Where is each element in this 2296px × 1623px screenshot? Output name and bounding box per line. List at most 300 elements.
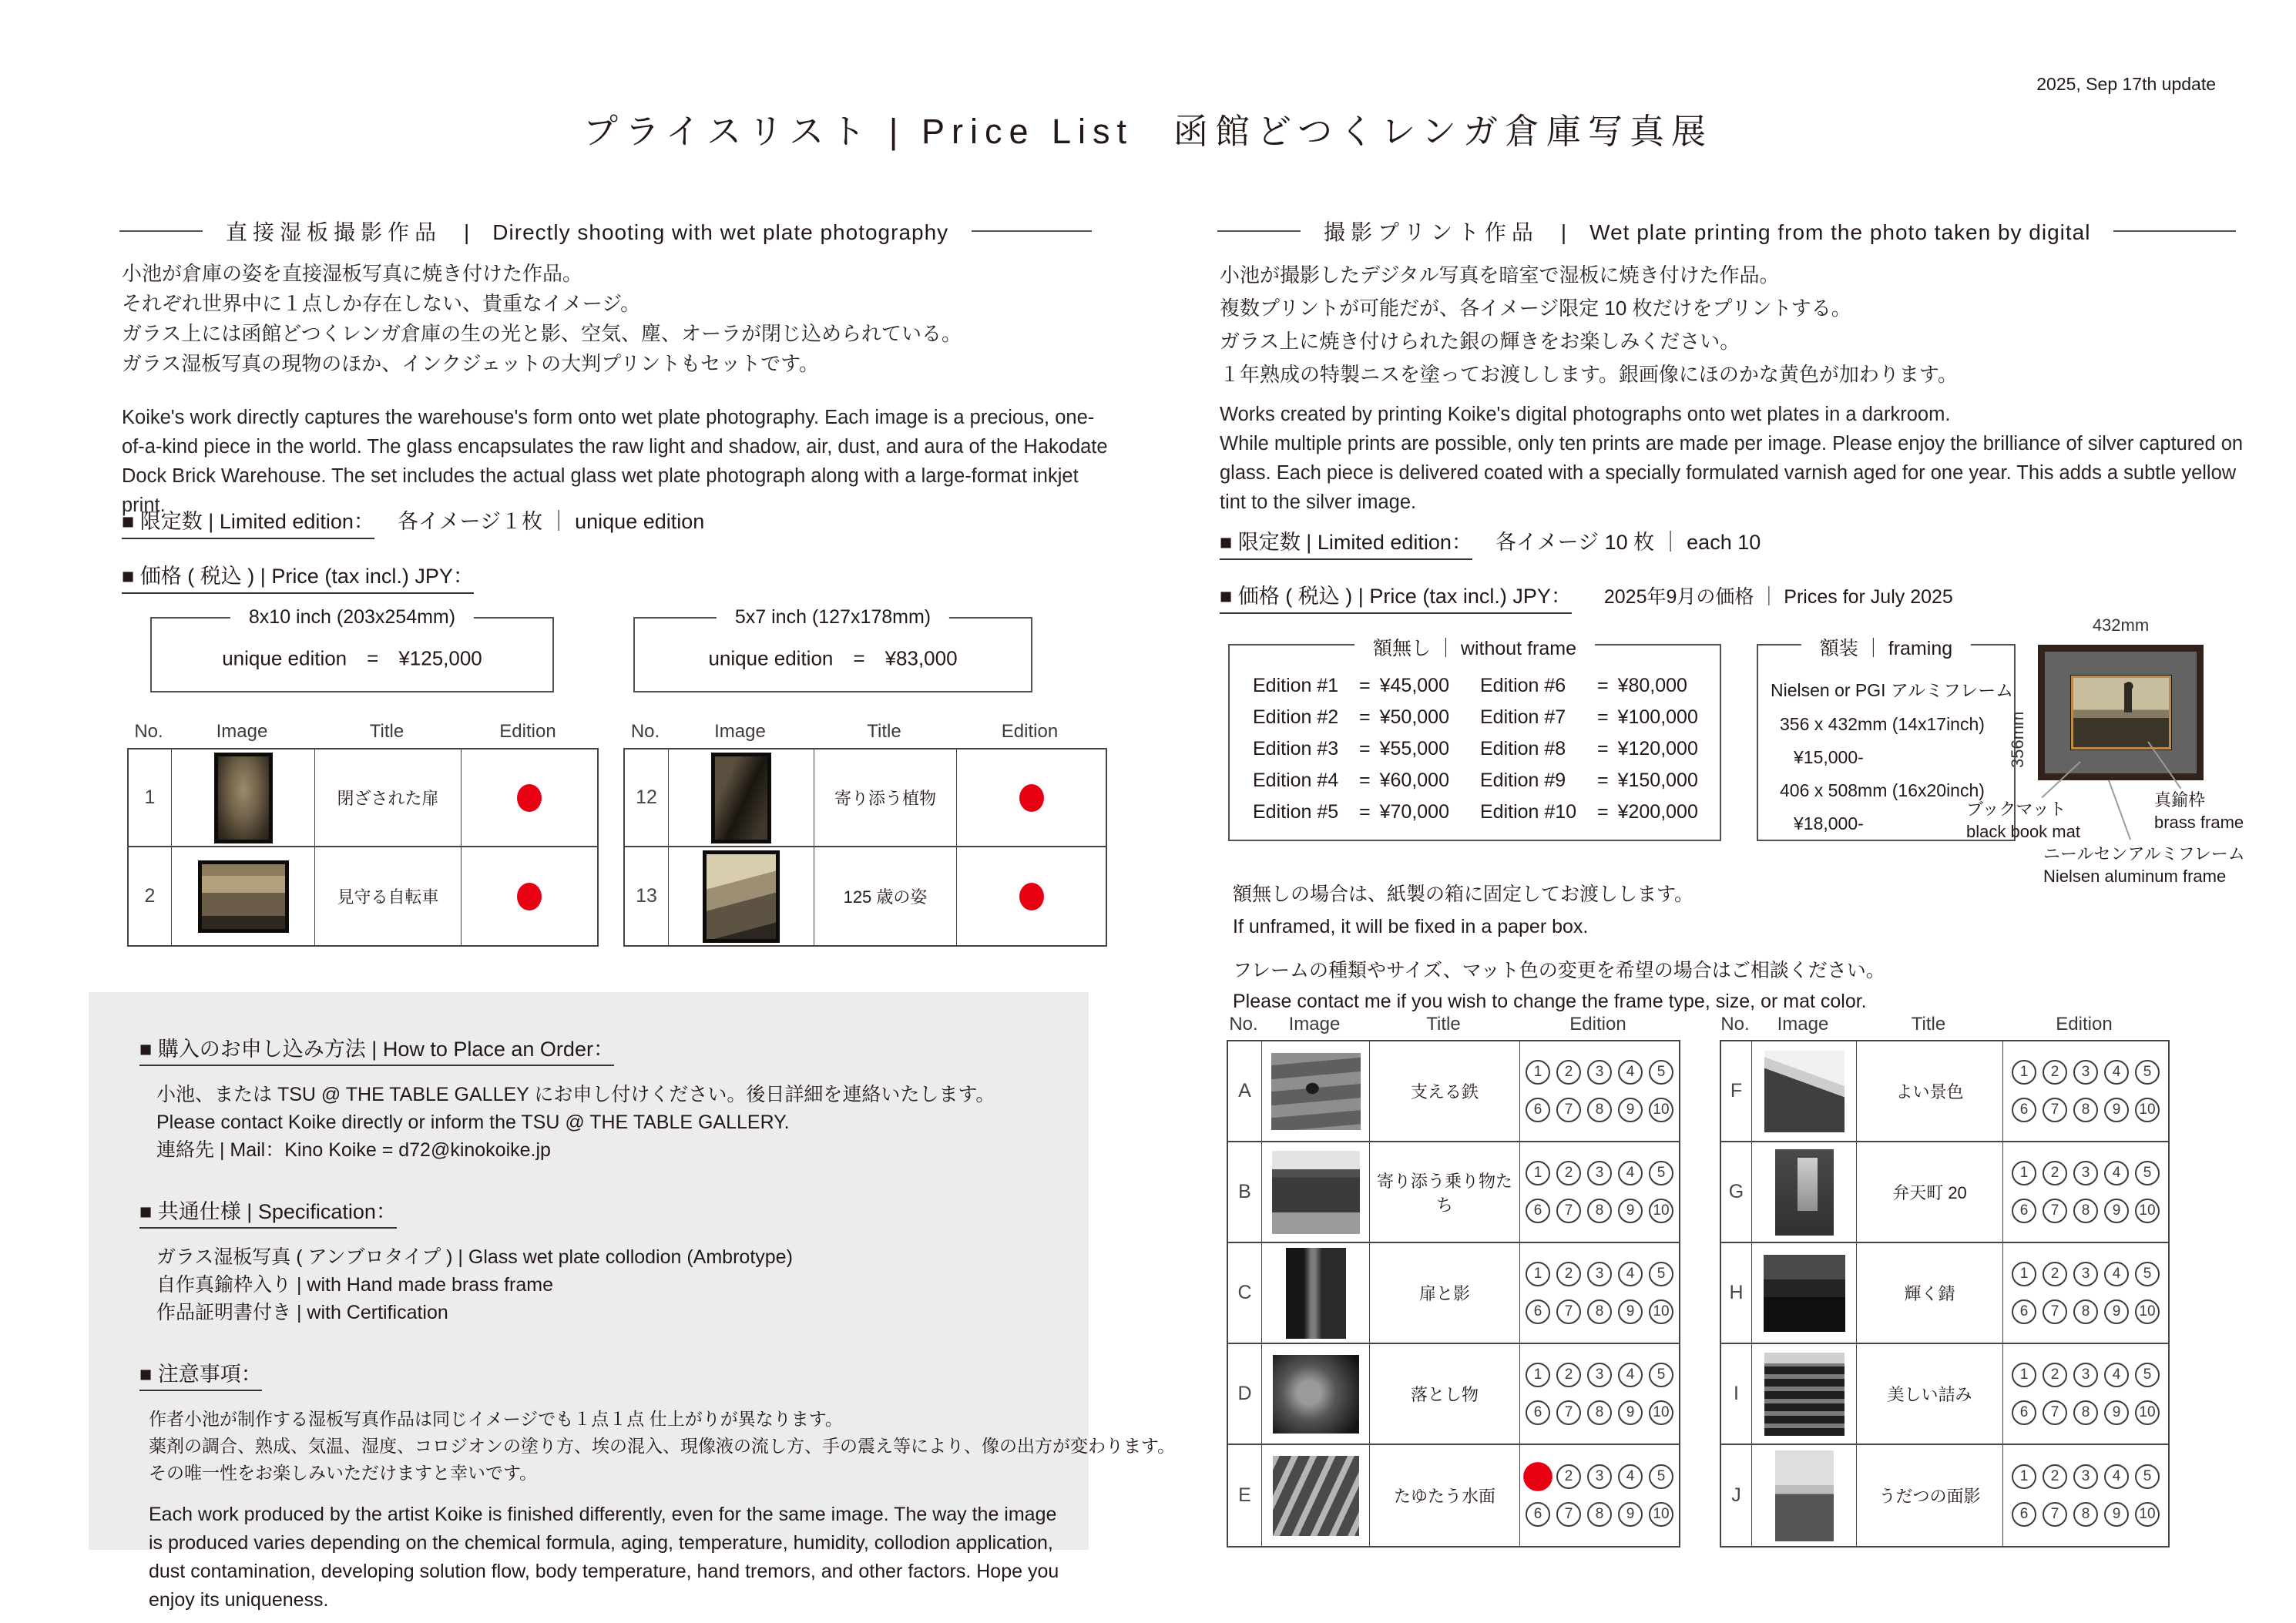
edition-number: 10 [1649, 1098, 1673, 1122]
edition-cell [957, 847, 1106, 945]
artwork-title: 見守る自転車 [315, 847, 462, 945]
edition-number: 10 [1649, 1400, 1673, 1425]
column-header: Image [1777, 1014, 1829, 1034]
edition-number: 3 [2073, 1363, 2098, 1387]
note-line: 作者小池が制作する湿板写真作品は同じイメージでも１点１点 仕上がりが異なります。 [149, 1409, 843, 1429]
price-box-value: unique edition = ¥83,000 [708, 646, 958, 670]
table-header-plates-2 [623, 721, 1104, 743]
edition-name: Edition #3 [1253, 738, 1339, 760]
image-cell [172, 749, 315, 847]
framing-label: 額装 ｜ framing [1801, 633, 1971, 661]
order-line: 小池、または TSU @ THE TABLE GALLEY にお申し付けください。後日詳細を連絡いたします。 [156, 1084, 995, 1105]
divider-line [119, 230, 203, 232]
price-heading-left [122, 559, 474, 589]
row-number: C [1228, 1243, 1262, 1344]
edition-price-row [1480, 706, 1698, 729]
edition-price: ¥120,000 [1617, 738, 1698, 760]
thumbnail-13 [703, 850, 780, 943]
edition-number: 3 [2073, 1464, 2098, 1489]
edition-name: Edition #6 [1479, 675, 1566, 696]
thumbnail-D [1273, 1355, 1359, 1434]
image-cell [669, 749, 814, 847]
edition-number: 3 [1587, 1161, 1612, 1185]
edition-number: 6 [2012, 1098, 2036, 1122]
edition-number: 5 [1649, 1363, 1673, 1387]
row-number: D [1228, 1344, 1262, 1445]
edition-cell [1520, 1344, 1679, 1445]
edition-number: 9 [2104, 1199, 2129, 1223]
spec-line: 作品証明書付き | with Certification [156, 1302, 448, 1323]
edition-number: 6 [1526, 1098, 1550, 1122]
edition-number: 2 [2043, 1363, 2067, 1387]
frame-mat [2045, 652, 2197, 773]
note-line: 薬剤の調合、熟成、気温、湿度、コロジオンの塗り方、埃の混入、現像液の流し方、手の震え等により、像の出方が変わります。 [149, 1436, 1176, 1456]
edition-number: 9 [2104, 1299, 2129, 1324]
row-number: G [1721, 1142, 1752, 1243]
thumbnail-E [1273, 1456, 1359, 1536]
row-number: 12 [625, 749, 669, 847]
edition-number-row [1526, 1161, 1673, 1185]
edition-number-row [1526, 1400, 1673, 1425]
edition-number: 5 [1649, 1060, 1673, 1085]
edition-number: 2 [2043, 1262, 2067, 1286]
artwork-title: 弁天町 20 [1857, 1142, 2003, 1243]
text-line: 小池が撮影したデジタル写真を暗室で湿板に焼き付けた作品。 [1220, 263, 1780, 287]
title-main: プライスリスト | Price List [582, 112, 1134, 152]
edition-number: 6 [1526, 1199, 1550, 1223]
artwork-title: 寄り添う乗り物たち [1370, 1142, 1520, 1243]
frame-width-dimension: 432mm [2092, 615, 2150, 635]
edition-number: 6 [2012, 1400, 2036, 1425]
row-number: B [1228, 1142, 1262, 1243]
column-header: No. [630, 721, 660, 742]
thumbnail-2 [198, 860, 289, 933]
column-header: No. [1229, 1014, 1258, 1034]
edition-cell [462, 847, 597, 945]
frame-diagram [2038, 645, 2204, 780]
table-header-prints-1 [1227, 1014, 1677, 1035]
edition-number: 9 [1618, 1400, 1643, 1425]
edition-numbers [2012, 1262, 2160, 1324]
edition-number: 1 [2012, 1363, 2036, 1387]
column-header: Edition [1569, 1014, 1626, 1034]
column-header: Edition [499, 721, 556, 742]
edition-number: 8 [2073, 1400, 2098, 1425]
note-line: その唯一性をお楽しみいただけますと幸いです。 [149, 1463, 538, 1483]
edition-number: 5 [1649, 1464, 1673, 1489]
column-header: Title [1426, 1014, 1461, 1034]
edition-price: ¥200,000 [1617, 801, 1698, 823]
edition-price-row [1480, 801, 1698, 823]
edition-number: 10 [1649, 1199, 1673, 1223]
image-cell [1752, 1445, 1857, 1546]
edition-number-row [2012, 1060, 2160, 1085]
page-title [0, 103, 2296, 153]
section-title-sep: | [441, 220, 493, 244]
row-number: 2 [129, 847, 172, 945]
thumbnail-J [1775, 1450, 1834, 1541]
divider-line [972, 230, 1092, 232]
edition-number: 7 [2043, 1502, 2067, 1527]
edition-price-row [1480, 675, 1698, 697]
intro-english-line: Works created by printing Koike's digital photographs onto wet plates in a darkroom. [1220, 404, 1951, 425]
edition-cell [1520, 1142, 1679, 1243]
equals-sign: = [1596, 770, 1609, 791]
edition-price: ¥55,000 [1379, 738, 1449, 760]
edition-numbers [2012, 1363, 2160, 1425]
edition-numbers [2012, 1060, 2160, 1122]
edition-number: 5 [2135, 1161, 2160, 1185]
edition-number-row [1526, 1464, 1673, 1489]
thumbnail-G [1775, 1149, 1834, 1236]
edition-number: 3 [2073, 1161, 2098, 1185]
edition-name: Edition #5 [1253, 801, 1339, 823]
column-header: Title [867, 721, 901, 742]
intro-japanese-left [122, 259, 962, 379]
frame-height-dimension: 356mm [2008, 711, 2027, 768]
frame-change-note [1233, 955, 1885, 1017]
price-date-note: 2025年9月の価格 ｜ Prices for July 2025 [1603, 586, 1953, 608]
price-box-without-frame [1228, 638, 1721, 841]
equals-sign: = [1359, 738, 1371, 760]
intro-japanese-right [1220, 259, 1958, 391]
edition-number: 4 [1618, 1060, 1643, 1085]
edition-number: 4 [2104, 1161, 2129, 1185]
text-line: 複数プリントが可能だが、各イメージ限定 10 枚だけをプリントする。 [1220, 297, 1851, 320]
edition-price: ¥45,000 [1379, 675, 1449, 696]
edition-cell [1520, 1445, 1679, 1546]
edition-number: 3 [1587, 1262, 1612, 1286]
edition-number: 6 [1526, 1299, 1550, 1324]
notes-japanese [149, 1406, 1176, 1487]
intro-english-line: While multiple prints are possible, only ten prints are made per image. Please enjoy the brilliance of silver captured on glass. Each piece is delivered coated with a specially formulated varnish aged for one year. This adds a subtle yellow tint to the silver image. [1220, 433, 2244, 513]
row-number: J [1721, 1445, 1752, 1546]
order-line: Please contact Koike directly or inform the TSU @ THE TABLE GALLERY. [156, 1112, 790, 1133]
image-cell [1262, 1445, 1370, 1546]
edition-number: 2 [2043, 1060, 2067, 1085]
edition-number: 4 [1618, 1363, 1643, 1387]
edition-number: 1 [1526, 1060, 1550, 1085]
edition-number: 4 [1618, 1464, 1643, 1489]
callout-line-nielsen [2108, 780, 2131, 840]
notes-english: Each work produced by the artist Koike is finished differently, even for the same image. The way the image is produced varies depending on the chemical formula, aging, temperature, humidity, collodion application, dust contamination, developing solution flow, body temperature, hand tremors, and other factors. Hope you enjoy its uniqueness. [149, 1504, 1059, 1611]
equals-sign: = [1596, 706, 1609, 728]
edition-number: 10 [2135, 1199, 2160, 1223]
edition-number: 10 [1649, 1502, 1673, 1527]
edition-number-row [1526, 1060, 1673, 1085]
edition-number: 6 [1526, 1400, 1550, 1425]
artwork-title: 寄り添う植物 [814, 749, 957, 847]
edition-number: 9 [2104, 1098, 2129, 1122]
price-heading-right [1220, 579, 1953, 609]
table-header-prints-2 [1720, 1014, 2167, 1035]
edition-number-row [2012, 1098, 2160, 1122]
edition-numbers [1526, 1060, 1673, 1122]
edition-number: 1 [1526, 1262, 1550, 1286]
section-title-en: Directly shooting with wet plate photography [492, 220, 949, 244]
framed-lighthouse-photo [2071, 676, 2171, 749]
edition-number: 10 [2135, 1098, 2160, 1122]
order-lines [156, 1081, 1089, 1164]
price-box-5x7 [633, 606, 1032, 692]
edition-price: ¥100,000 [1617, 706, 1698, 728]
column-header: No. [134, 721, 163, 742]
edition-number: 8 [2073, 1098, 2098, 1122]
intro-english-right [1220, 400, 2246, 517]
frame-change-note-line: Please contact me if you wish to change the frame type, size, or mat color. [1233, 991, 1867, 1012]
sold-marker [517, 883, 542, 910]
framing-line: ¥15,000- [1794, 747, 1864, 767]
edition-cell [1520, 1041, 1679, 1142]
section-title-jp: 直接湿板撮影作品 [226, 220, 442, 244]
edition-price: ¥70,000 [1379, 801, 1449, 823]
edition-price-row [1480, 738, 1698, 760]
edition-name: Edition #4 [1253, 770, 1339, 791]
title-exhibition: 函館どつくレンガ倉庫写真展 [1173, 112, 1714, 152]
edition-numbers [2012, 1464, 2160, 1527]
section-header-direct-shooting [119, 216, 1092, 246]
thumbnail-C [1286, 1248, 1346, 1339]
edition-number: 8 [1587, 1299, 1612, 1324]
image-cell [1262, 1041, 1370, 1142]
edition-number: 7 [1556, 1299, 1581, 1324]
edition-name: Edition #9 [1479, 770, 1566, 791]
edition-number: 4 [2104, 1060, 2129, 1085]
edition-cell [1520, 1243, 1679, 1344]
edition-cell [2003, 1344, 2168, 1445]
unframed-note-line: If unframed, it will be fixed in a paper box. [1233, 916, 1589, 937]
edition-number: 4 [1618, 1262, 1643, 1286]
edition-number-row [2012, 1502, 2160, 1527]
equals-sign: = [1596, 801, 1609, 823]
limited-edition-label: ■ 限定数 | Limited edition： [1220, 531, 1472, 560]
artwork-title: よい景色 [1857, 1041, 2003, 1142]
edition-number-row [2012, 1363, 2160, 1387]
edition-number: 6 [1526, 1502, 1550, 1527]
edition-number: 1 [2012, 1060, 2036, 1085]
price-box-value: unique edition = ¥125,000 [222, 646, 482, 670]
column-header: Image [714, 721, 766, 742]
spec-lines [156, 1243, 1089, 1326]
edition-cell [957, 749, 1106, 847]
edition-number: 2 [1556, 1060, 1581, 1085]
divider-line [2113, 230, 2236, 232]
edition-number: 6 [2012, 1199, 2036, 1223]
intro-english-left: Koike's work directly captures the warehouse's form onto wet plate photography. Each image is a precious, one-of-a-kind piece in the world. The glass encapsulates the raw light and shadow, air, dust, and aura of the Hakodate Dock Brick Warehouse. The set includes the actual glass wet plate photograph along with a large-format inkjet print. [122, 406, 1108, 516]
spec-line: ガラス湿板写真 ( アンブロタイプ ) | Glass wet plate collodion (Ambrotype) [156, 1246, 793, 1268]
equals-sign: = [1596, 675, 1609, 696]
edition-price-row [1253, 706, 1449, 729]
order-info-panel [89, 992, 1176, 1611]
thumbnail-H [1764, 1255, 1845, 1332]
unframed-note [1233, 878, 1693, 943]
edition-price-row [1480, 770, 1698, 792]
edition-number: 5 [2135, 1262, 2160, 1286]
sold-marker [1019, 883, 1044, 910]
thumbnail-12 [711, 753, 771, 843]
edition-number: 5 [1649, 1161, 1673, 1185]
column-header: Edition [2056, 1014, 2113, 1034]
edition-number-row [2012, 1464, 2160, 1489]
edition-number: 3 [1587, 1363, 1612, 1387]
equals-sign: = [1359, 770, 1371, 791]
callout-label-nielsen: ニールセンアルミフレーム Nielsen aluminum frame [2043, 844, 2245, 886]
column-header: Title [369, 721, 404, 742]
edition-price: ¥150,000 [1617, 770, 1698, 791]
image-cell [1262, 1142, 1370, 1243]
update-note: 2025, Sep 17th update [2036, 74, 2216, 94]
edition-number-row [2012, 1299, 2160, 1324]
column-header: No. [1720, 1014, 1750, 1034]
order-heading: ■ 購入のお申し込み方法 | How to Place an Order： [139, 1032, 1089, 1062]
edition-number: 10 [2135, 1502, 2160, 1527]
column-header: Image [1288, 1014, 1341, 1034]
thumbnail-F [1764, 1051, 1845, 1132]
edition-number: 3 [2073, 1060, 2098, 1085]
table-prints-2 [1720, 1040, 2170, 1548]
unframed-note-line: 額無しの場合は、紙製の箱に固定してお渡しします。 [1233, 884, 1694, 905]
equals-sign: = [1359, 801, 1371, 823]
edition-number: 10 [2135, 1400, 2160, 1425]
edition-price: ¥50,000 [1379, 706, 1449, 728]
edition-number-row [2012, 1262, 2160, 1286]
edition-number: 7 [1556, 1098, 1581, 1122]
section-header-print-works [1217, 216, 2236, 246]
image-cell [1262, 1344, 1370, 1445]
edition-number: 5 [2135, 1363, 2160, 1387]
edition-number: 8 [2073, 1502, 2098, 1527]
edition-number: 3 [2073, 1262, 2098, 1286]
edition-number: 8 [2073, 1199, 2098, 1223]
limited-edition-value: 各イメージ 10 枚 ｜ each 10 [1495, 531, 1761, 554]
text-line: ガラス湿板写真の現物のほか、インクジェットの大判プリントもセットです。 [122, 352, 820, 375]
framing-line: ¥18,000- [1794, 813, 1864, 833]
divider-line [1217, 230, 1301, 232]
edition-number: 2 [2043, 1464, 2067, 1489]
edition-number: 7 [1556, 1199, 1581, 1223]
callout-label-mat: ブックマット black book mat [1966, 800, 2080, 841]
text-line: 小池が倉庫の姿を直接湿板写真に焼き付けた作品。 [122, 262, 583, 285]
column-header: Edition [1001, 721, 1059, 742]
image-cell [669, 847, 814, 945]
edition-number: 9 [1618, 1299, 1643, 1324]
edition-number: 3 [1587, 1464, 1612, 1489]
thumbnail-B [1272, 1151, 1360, 1234]
column-header: Image [216, 721, 268, 742]
image-cell [1262, 1243, 1370, 1344]
edition-name: Edition #10 [1479, 801, 1577, 823]
artwork-title: 落とし物 [1370, 1344, 1520, 1445]
edition-number: 8 [1587, 1502, 1612, 1527]
image-cell [1752, 1142, 1857, 1243]
edition-number: 8 [1587, 1199, 1612, 1223]
edition-number: 7 [1556, 1400, 1581, 1425]
artwork-title: 美しい詰み [1857, 1344, 2003, 1445]
edition-number: 8 [1587, 1400, 1612, 1425]
row-number: I [1721, 1344, 1752, 1445]
limited-edition-label: ■ 限定数 | Limited edition： [122, 510, 374, 539]
edition-numbers [1526, 1464, 1673, 1527]
row-number: A [1228, 1041, 1262, 1142]
edition-number: 8 [2073, 1299, 2098, 1324]
edition-number: 6 [2012, 1299, 2036, 1324]
thumbnail-I [1764, 1353, 1845, 1436]
edition-number: 7 [2043, 1400, 2067, 1425]
framing-line: 356 x 432mm (14x17inch) [1780, 714, 1985, 734]
edition-cell [2003, 1445, 2168, 1546]
edition-name: Edition #1 [1253, 675, 1339, 696]
text-line: それぞれ世界中に１点しか存在しない、貴重なイメージ。 [122, 292, 641, 315]
edition-number: 5 [2135, 1060, 2160, 1085]
text-line: １年熟成の特製ニスを塗ってお渡しします。銀画像にほのかな黄色が加わります。 [1220, 363, 1958, 386]
equals-sign: = [1359, 675, 1371, 696]
edition-number-row [1526, 1098, 1673, 1122]
edition-cell [2003, 1142, 2168, 1243]
table-header-plates-1 [127, 721, 596, 743]
order-line: 連絡先 | Mail：Kino Koike = d72@kinokoike.jp [156, 1139, 551, 1161]
edition-number: 8 [1587, 1098, 1612, 1122]
edition-number: 2 [1556, 1262, 1581, 1286]
edition-number: 1 [2012, 1464, 2036, 1489]
edition-number: 9 [1618, 1199, 1643, 1223]
price-label: ■ 価格 ( 税込 ) | Price (tax incl.) JPY： [1220, 585, 1572, 614]
artwork-title: 支える鉄 [1370, 1041, 1520, 1142]
frame-change-note-line: フレームの種類やサイズ、マット色の変更を希望の場合はご相談ください。 [1233, 960, 1885, 981]
thumbnail-A [1271, 1053, 1361, 1130]
equals-sign: = [1359, 706, 1371, 728]
artwork-title: 輝く錆 [1857, 1243, 2003, 1344]
edition-number: 10 [1649, 1299, 1673, 1324]
edition-number-row [2012, 1199, 2160, 1223]
row-number: 13 [625, 847, 669, 945]
text-line: ガラス上には函館どつくレンガ倉庫の生の光と影、空気、塵、オーラが閉じ込められている。 [122, 322, 962, 345]
edition-number: 9 [1618, 1502, 1643, 1527]
edition-number: 7 [2043, 1299, 2067, 1324]
edition-numbers [1526, 1161, 1673, 1223]
edition-price-column-2 [1480, 675, 1698, 823]
limited-edition-value: 各イメージ１枚 ｜ unique edition [397, 510, 705, 533]
without-frame-label: 額無し ｜ without frame [1354, 633, 1595, 661]
section-title-sep: | [1538, 220, 1590, 244]
framing-line: 406 x 508mm (16x20inch) [1780, 780, 1985, 800]
edition-number: 2 [1556, 1363, 1581, 1387]
edition-number: 4 [1618, 1161, 1643, 1185]
row-number: H [1721, 1243, 1752, 1344]
edition-price-row [1253, 770, 1449, 792]
spec-line: 自作真鍮枠入り | with Hand made brass frame [156, 1274, 553, 1296]
sold-marker [517, 784, 542, 812]
limited-edition-line-right [1220, 525, 1761, 555]
edition-number-row [1526, 1199, 1673, 1223]
edition-number-row [1526, 1262, 1673, 1286]
artwork-title: うだつの面影 [1857, 1445, 2003, 1546]
table-prints-1 [1227, 1040, 1680, 1548]
edition-number-row [2012, 1161, 2160, 1185]
image-cell [1752, 1041, 1857, 1142]
edition-number-row [2012, 1400, 2160, 1425]
row-number: E [1228, 1445, 1262, 1546]
edition-number: 2 [1556, 1161, 1581, 1185]
sold-marker [1019, 784, 1044, 812]
edition-cell [2003, 1243, 2168, 1344]
edition-number-row [1526, 1502, 1673, 1527]
price-box-8x10 [150, 606, 554, 692]
edition-price-row [1253, 675, 1449, 697]
equals-sign: = [1596, 738, 1609, 760]
edition-number: 5 [1649, 1262, 1673, 1286]
edition-price-column-1 [1253, 675, 1449, 823]
sold-marker [1523, 1462, 1552, 1491]
